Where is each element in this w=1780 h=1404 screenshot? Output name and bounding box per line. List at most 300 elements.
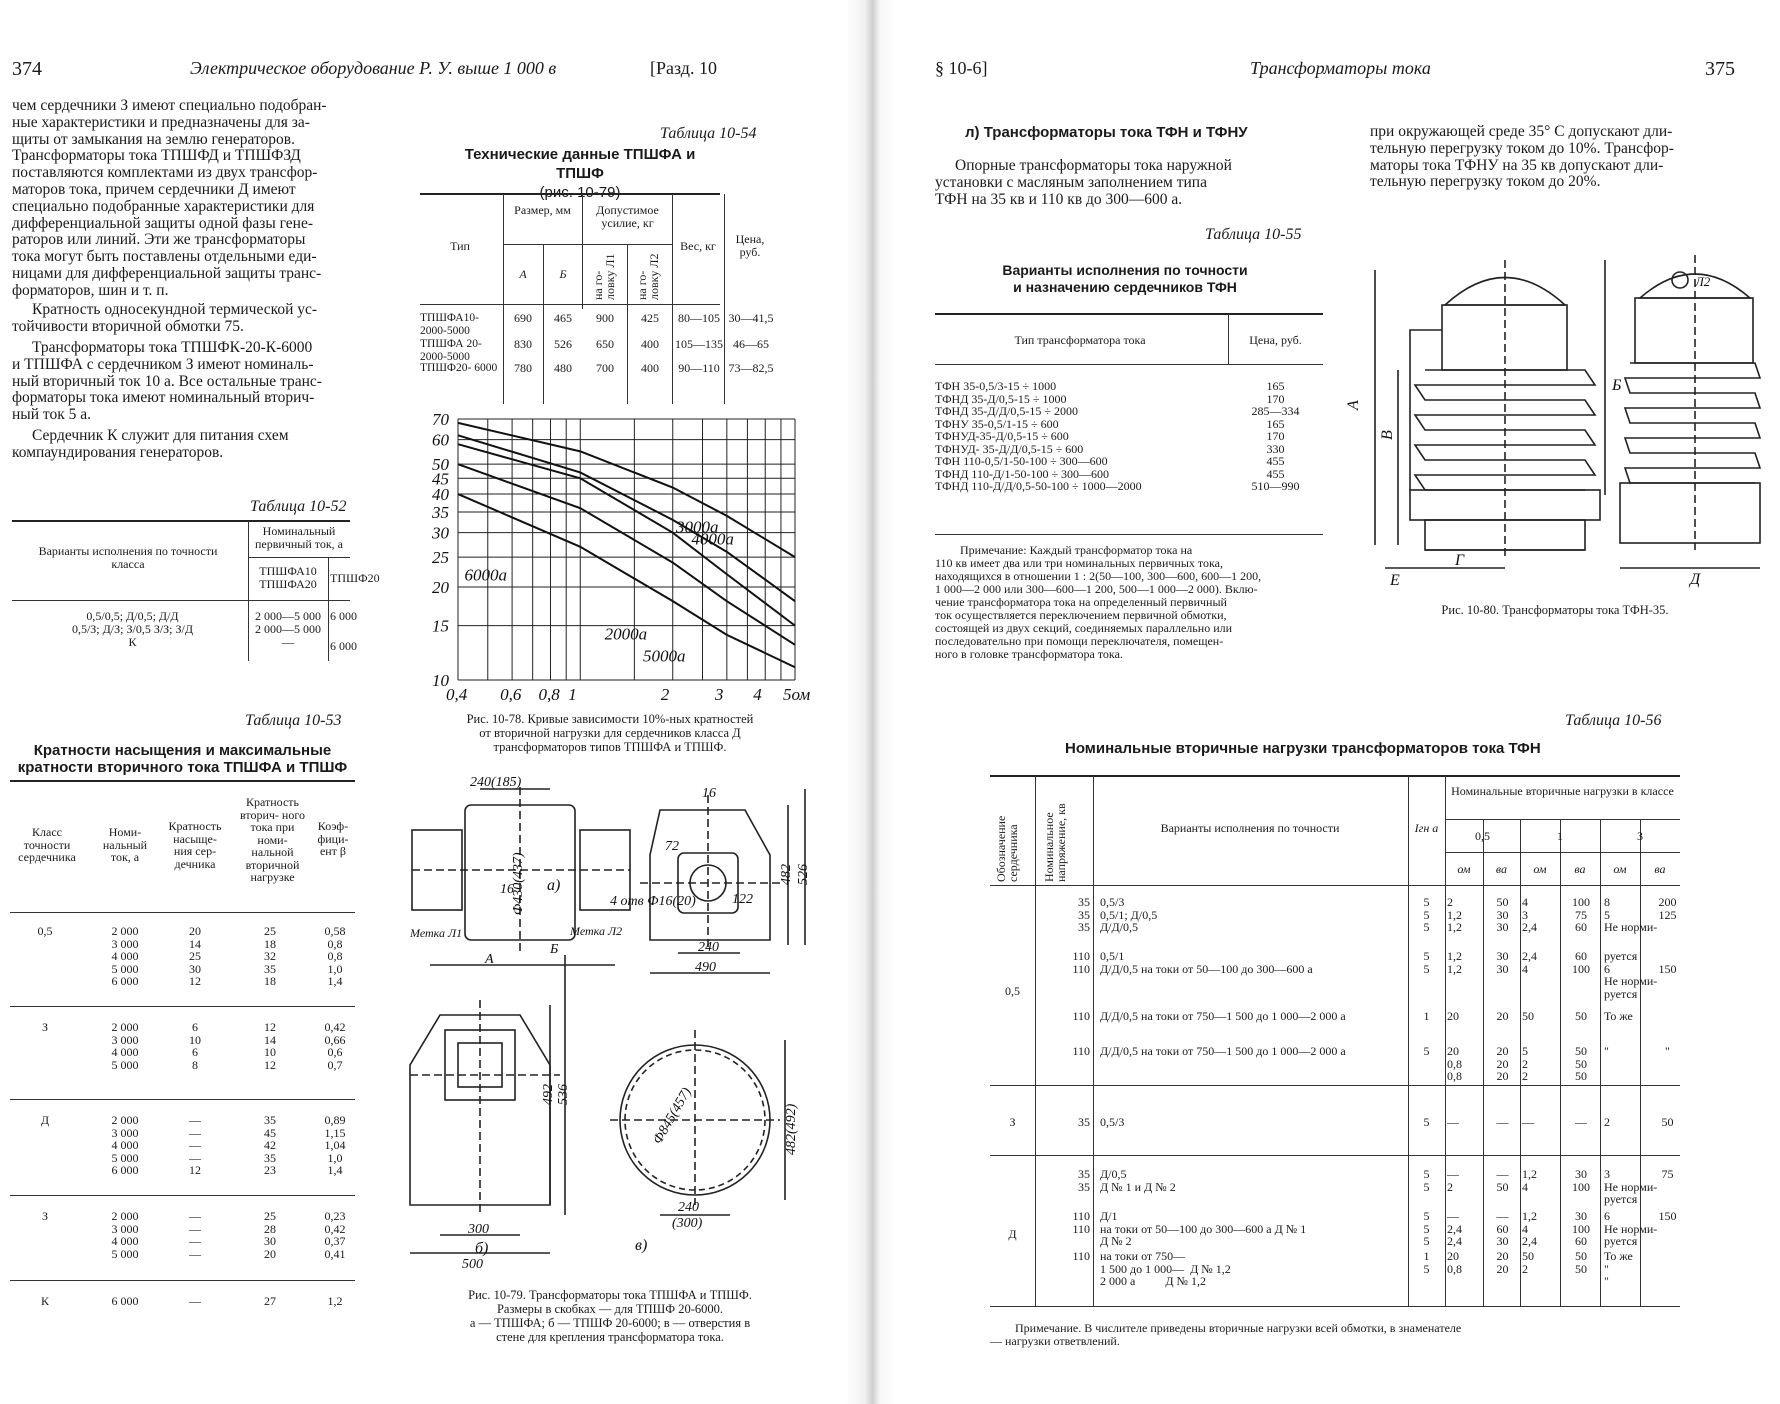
- table-52-variant-3: К: [128, 635, 137, 649]
- table-55-price: 285—334: [1251, 404, 1300, 418]
- table-56-ohm-1: —: [1522, 1115, 1534, 1129]
- table-56-va-05: 50 30 30: [1496, 895, 1509, 934]
- table-53-current: 5 000: [111, 1057, 139, 1072]
- table-53-current: 6 000: [111, 1294, 139, 1308]
- table-56-va-05: 20 20: [1496, 1249, 1509, 1276]
- table-53-current: 4 000: [111, 1045, 139, 1059]
- table-53-current: 6 000: [111, 974, 139, 988]
- table-53-saturation: —: [189, 1221, 201, 1236]
- table-53-beta: 0,8: [327, 936, 343, 951]
- table-53-multiplicity: 12: [264, 1020, 276, 1034]
- table-53-saturation: 14: [189, 936, 201, 951]
- table-56-ohm-3: руется 6 Не норми- руется: [1604, 949, 1658, 1001]
- table-53-current: 6 000: [111, 1163, 139, 1177]
- table-56-current: 5: [1423, 1044, 1430, 1058]
- table-54-b: 465: [554, 311, 572, 325]
- table-56-kv: 35 35 35: [1078, 895, 1090, 934]
- table-10-55-label: Таблица 10-55: [1205, 226, 1302, 243]
- chart-y-tick: 10: [432, 671, 449, 690]
- table-55-price: 455: [1266, 466, 1285, 481]
- table-54-head-type: Тип: [450, 239, 470, 253]
- table-55-head-price: Цена, руб.: [1249, 333, 1302, 347]
- right-running-title: Трансформаторы тока: [1250, 58, 1431, 78]
- svg-text:536: 536: [556, 1084, 571, 1105]
- table-53-beta: 1,4: [327, 974, 343, 988]
- svg-text:Ф845(457): Ф845(457): [650, 1085, 695, 1147]
- table-53-saturation: 6: [192, 1045, 198, 1059]
- table-56-ohm-3: ": [1604, 1044, 1609, 1058]
- table-53-saturation: —: [189, 1209, 201, 1223]
- table-52-variant-2: 0,5/З; Д/З; З/0,5 З/З; З/Д: [71, 622, 194, 636]
- svg-text:490: 490: [695, 960, 716, 975]
- table-10-55-title: Варианты исполнения по точности и назначению сердечников ТФН: [1002, 262, 1248, 295]
- table-10-53-label: Таблица 10-53: [245, 712, 342, 729]
- table-56-va-05: — 60 30: [1496, 1209, 1509, 1248]
- table-56-unit-1: ом: [1457, 862, 1471, 876]
- table-55-type: ТФНД 110-Д/1-50-100 ÷ 300—600: [935, 466, 1110, 481]
- table-56-ohm-3: 2: [1604, 1115, 1610, 1129]
- table-56-ohm-1: 1,2 4 2,4: [1522, 1209, 1537, 1248]
- table-54-type: ТПШФ20- 6000: [420, 362, 498, 374]
- svg-text:Д: Д: [1690, 571, 1701, 588]
- chart-y-tick: 40: [432, 485, 449, 505]
- table-56-va-1: 30 100 60: [1572, 1209, 1590, 1248]
- table-56-va-3: 150: [1658, 1209, 1677, 1223]
- table-56-variant: Д/Д/0,5 на токи от 750—1 500 до 1 000—2 000 а: [1100, 1044, 1346, 1058]
- table-53-beta: 0,58: [324, 924, 346, 938]
- table-53-saturation: —: [189, 1138, 201, 1152]
- table-56-ohm-3: 8 5 Не норми-: [1604, 895, 1658, 934]
- table-56-kv: 110 110: [1072, 949, 1090, 976]
- fig-10-78-caption: Рис. 10-78. Кривые зависимости 10%-ных кратностей от вторичной нагрузки для сердечников класса Д трансформаторов типов ТПШФА и ТПШФ.: [466, 712, 754, 754]
- paragraph-tfn-overload: при окружающей среде 35° С допускают дли- тельную перегрузку током до 10%. Трансфор- маторы тока ТФНУ на 35 кв допускают дли- тельную перегрузку током до 20%.: [1370, 123, 1674, 191]
- table-56-va-1: 100 75 60: [1572, 895, 1590, 934]
- table-56-ohm-1: 5 2 2: [1522, 1044, 1528, 1083]
- paragraph-secondary-current: Трансформаторы тока ТПШФК-20-К-6000 и ТПШФА с сердечником З имеют номиналь- ный вторичный ток 10 а. Все остальные транс- форматоры тока имеют номинальный вторич- ный ток 5 а.: [12, 339, 322, 424]
- table-53-saturation: 12: [189, 974, 201, 988]
- table-56-variant: 0,5/1 Д/Д/0,5 на токи от 50—100 до 300—600 а: [1100, 949, 1313, 976]
- table-53-saturation: —: [189, 1150, 201, 1165]
- svg-text:300: 300: [468, 1222, 489, 1237]
- table-53-multiplicity: 20: [264, 1246, 276, 1261]
- table-53-multiplicity: 10: [264, 1045, 276, 1059]
- chart-y-tick: 70: [432, 410, 449, 429]
- table-53-saturation: 20: [189, 924, 201, 938]
- svg-text:240(185): 240(185): [470, 775, 522, 790]
- table-56-head-variants: Варианты исполнения по точности: [1160, 821, 1340, 835]
- table-53-current: 4 000: [111, 1138, 139, 1152]
- table-52-variant-1: 0,5/0,5; Д/0,5; Д/Д: [86, 609, 179, 623]
- table-53-multiplicity: 35: [264, 1113, 276, 1127]
- table-54-f2: 400: [641, 361, 659, 375]
- chart-curve-label: 2000а: [604, 624, 648, 644]
- table-56-ohm-1: 50 2: [1522, 1249, 1534, 1276]
- paragraph-core-k: Сердечник К служит для питания схем компаундирования генераторов.: [12, 427, 289, 461]
- table-53-saturation: 10: [189, 1032, 201, 1047]
- table-53-current: 2 000: [111, 1209, 139, 1223]
- svg-text:Г: Г: [1455, 552, 1465, 569]
- svg-text:482(492): 482(492): [784, 1103, 799, 1155]
- table-55-type: ТФНД 35-Д/Д/0,5-15 ÷ 2000: [935, 404, 1079, 418]
- table-52-col2-1: 6 000: [330, 609, 357, 623]
- table-53-beta: 0,41: [324, 1246, 346, 1261]
- table-56-unit-5: ом: [1613, 862, 1627, 876]
- table-53-current: 3 000: [111, 1125, 139, 1140]
- table-53-multiplicity: 30: [264, 1234, 276, 1248]
- table-56-ohm-1: 4 3 2,4: [1522, 895, 1537, 934]
- table-10-56-title: Номинальные вторичные нагрузки трансформаторов тока ТФН: [1065, 740, 1541, 757]
- table-55-price: 455: [1266, 454, 1285, 468]
- table-54-weight: 105—135: [675, 337, 723, 351]
- table-56-va-05: 20: [1496, 1009, 1509, 1023]
- table-53-multiplicity: 14: [264, 1032, 276, 1047]
- table-56-variant: на токи от 750— 1 500 до 1 000— Д № 1,2 2 000 а Д № 1,2: [1100, 1249, 1231, 1288]
- table-56-kv: 110 110: [1072, 1209, 1090, 1236]
- table-53-divider: [10, 1195, 355, 1196]
- table-56-kv: 35: [1078, 1115, 1090, 1129]
- table-56-ohm-3: 3 Не норми- руется: [1604, 1167, 1658, 1206]
- chart-y-tick: 35: [432, 502, 449, 522]
- table-55-type: ТФНУД- 35-Д/Д/0,5-15 ÷ 600: [935, 441, 1084, 456]
- chart-x-tick: 4: [753, 685, 762, 704]
- table-53-class: 0,5: [37, 924, 53, 938]
- table-56-class-3: 3: [1637, 829, 1643, 843]
- svg-text:492: 492: [541, 1084, 556, 1105]
- table-56-ohm-05: —: [1447, 1115, 1459, 1129]
- table-55-type: ТФН 110-0,5/1-50-100 ÷ 300—600: [935, 454, 1108, 468]
- table-53-current: 3 000: [111, 936, 139, 951]
- table-54-a: 830: [514, 337, 532, 351]
- svg-text:Л2: Л2: [1695, 274, 1711, 289]
- table-53-multiplicity: 25: [264, 924, 276, 938]
- table-56-unit-3: ом: [1533, 862, 1547, 876]
- table-53-current: 2 000: [111, 924, 139, 938]
- table-53-head-saturation: Кратность насыще- ния сер- дечника: [168, 819, 222, 871]
- svg-text:Метка Л1: Метка Л1: [410, 926, 463, 940]
- table-56-head-core: Обозначение сердечника: [994, 815, 1020, 882]
- paragraph-tfn-intro: Опорные трансформаторы тока наружной установки с масляным заполнением типа ТФН на 35 кв и 110 кв до 300—600 а.: [935, 157, 1232, 208]
- svg-text:240: 240: [698, 940, 719, 955]
- table-56-ohm-05: 20: [1447, 1009, 1459, 1023]
- tfn-right-head-box: [1635, 298, 1753, 363]
- intro-paragraph: чем сердечники З имеют специально подобран- ные характеристики и предназначены для за- щиты от замыкания на землю генераторов. Трансформаторы тока ТПШФД и ТПШФЗД поставляются комплектами из двух трансфор- маторов тока, причем сердечники Д имеют специально подобранные характеристики для дифференциальной защиты одной фазы гене- раторов или линий. Эти же трансформаторы тока могут быть поставлены отдельными еди- ницами для дифференциальной защиты транс- форматоров, шин и т. п.: [12, 97, 327, 299]
- table-53-current: 4 000: [111, 1234, 139, 1248]
- table-55-price: 170: [1266, 429, 1285, 443]
- table-55-price: 165: [1266, 416, 1285, 431]
- table-54-type: ТПШФА10- 2000-5000: [420, 312, 479, 337]
- svg-text:(300): (300): [672, 1216, 703, 1231]
- table-56-va-1: 50 50: [1575, 1249, 1587, 1276]
- table-56-core-z: З: [1009, 1115, 1016, 1129]
- table-52-col1-3: —: [282, 635, 294, 649]
- table-54-price: 73—82,5: [728, 361, 774, 375]
- table-52-head-nominal: Номинальный первичный ток, а: [254, 524, 344, 551]
- table-53-saturation: —: [189, 1113, 201, 1127]
- table-55-price: 165: [1266, 379, 1285, 393]
- table-56-note: Примечание. В числителе приведены вторичные нагрузки всей обмотки, в знаменателе — нагрузки ответвлений.: [990, 1321, 1462, 1348]
- table-53-saturation: —: [189, 1294, 201, 1308]
- svg-text:а): а): [547, 877, 561, 894]
- table-53-beta: 1,04: [324, 1138, 346, 1152]
- chart-curve-label: 4000а: [691, 529, 734, 549]
- table-53-saturation: —: [189, 1246, 201, 1261]
- svg-text:16: 16: [702, 786, 716, 801]
- table-55-price: 330: [1266, 441, 1285, 456]
- table-52-head-variant: Варианты исполнения по точности класса: [38, 544, 218, 571]
- table-54-f1: 650: [596, 337, 614, 351]
- table-56-va-1: 50: [1575, 1009, 1587, 1023]
- table-52-head-col2: ТПШФ20: [330, 571, 380, 585]
- table-56-head-loads: Номинальные вторичные нагрузки в классе: [1451, 784, 1674, 798]
- chart-y-tick: 45: [432, 469, 449, 489]
- table-55-type: ТФНД 110-Д/Д/0,5-50-100 ÷ 1000—2000: [935, 479, 1142, 493]
- table-54-head-f1: на го- ловку Л1: [591, 253, 617, 300]
- table-56-current: 5 5 5: [1423, 1209, 1430, 1248]
- table-53-head-class: Класс точности сердечника: [18, 825, 76, 864]
- chart-x-tick: 3: [714, 685, 724, 704]
- svg-text:16: 16: [500, 882, 514, 897]
- table-53-multiplicity: 28: [264, 1221, 276, 1236]
- right-section: § 10-6]: [935, 58, 988, 78]
- svg-text:500: 500: [462, 1257, 483, 1272]
- table-53-saturation: 6: [192, 1020, 198, 1034]
- left-section: [Разд. 10: [650, 58, 717, 78]
- table-56-ohm-3: То же: [1604, 1009, 1633, 1023]
- table-54-type: ТПШФА 20- 2000-5000: [420, 338, 482, 363]
- table-53-multiplicity: 23: [264, 1163, 276, 1177]
- table-56-variant: Д/1 на токи от 50—100 до 300—600 а Д № 1 Д № 2: [1100, 1209, 1307, 1248]
- table-53-head-multiplicity: Кратность вторич- ного тока при номи- нальной вторичной нагрузке: [240, 795, 305, 884]
- table-56-va-05: 20 20 20: [1496, 1044, 1509, 1083]
- table-53-beta: 0,42: [324, 1020, 346, 1034]
- table-55-head-type: Тип трансформатора тока: [1014, 333, 1146, 347]
- table-53-current: 4 000: [111, 949, 139, 963]
- table-53-divider: [10, 1280, 355, 1281]
- table-56-va-05: — 50: [1496, 1167, 1509, 1194]
- svg-text:72: 72: [665, 839, 679, 854]
- table-10-52-label: Таблица 10-52: [250, 498, 347, 515]
- table-56-ohm-05: 20 0,8 0,8: [1447, 1044, 1462, 1083]
- table-53-multiplicity: 25: [264, 1209, 276, 1223]
- table-53-beta: 0,89: [324, 1113, 346, 1127]
- terminal-l2: [1672, 272, 1688, 288]
- table-53-current: 2 000: [111, 1113, 139, 1127]
- table-54-price: 46—65: [733, 337, 769, 351]
- tfn-right-insulator: [1625, 363, 1760, 483]
- svg-text:122: 122: [732, 892, 753, 907]
- svg-text:526: 526: [796, 864, 811, 885]
- tpshfa-front-body: [650, 810, 770, 940]
- table-53-class: З: [41, 1020, 48, 1034]
- table-56-ohm-05: — 2,4 2,4: [1447, 1209, 1462, 1248]
- svg-text:482: 482: [779, 864, 794, 885]
- table-56-kv: 110: [1072, 1009, 1090, 1023]
- table-54-head-weight: Вес, кг: [680, 239, 716, 253]
- table-54-head-f2: на го- ловку Л2: [635, 253, 661, 300]
- table-53-saturation: —: [189, 1234, 201, 1248]
- table-56-va-3: 150: [1658, 961, 1677, 976]
- table-56-ohm-05: 20 0,8: [1447, 1249, 1462, 1276]
- section-heading-tfn: л) Трансформаторы тока ТФН и ТФНУ: [965, 124, 1248, 141]
- chart-x-tick: 5ом: [783, 685, 811, 704]
- table-53-class: Д: [40, 1113, 50, 1127]
- table-56-current: 5 5: [1423, 949, 1430, 976]
- table-56-variant: 0,5/3 0,5/1; Д/0,5 Д/Д/0,5: [1100, 895, 1158, 934]
- table-54-b: 526: [554, 337, 572, 351]
- table-56-class-1: 1: [1557, 829, 1563, 843]
- fig-10-79-caption: Рис. 10-79. Трансформаторы тока ТПШФА и ТПШФ. Размеры в скобках — для ТПШФ 20-6000. а — ТПШФА; б — ТПШФ 20-6000; в — отверстия в стене для крепления трансформатора тока.: [468, 1288, 752, 1344]
- table-56-va-05: 30 30: [1496, 949, 1509, 976]
- table-54-weight: 80—105: [678, 311, 720, 325]
- table-56-core-05: 0,5: [1005, 984, 1020, 998]
- chart-x-tick: 0,4: [446, 685, 468, 704]
- chart-curve: [458, 464, 795, 645]
- table-56-ohm-05: — 2: [1447, 1167, 1459, 1194]
- table-54-head-size: Размер, мм: [514, 203, 571, 217]
- table-53-multiplicity: 18: [264, 936, 276, 951]
- table-53-beta: 1,2: [327, 1294, 343, 1308]
- table-56-current: 1: [1423, 1009, 1430, 1023]
- table-54-a: 780: [514, 361, 532, 375]
- svg-text:4 отв Ф16(20): 4 отв Ф16(20): [610, 894, 696, 909]
- table-10-54-label: Таблица 10-54: [660, 125, 757, 142]
- table-56-class-05: 0,5: [1475, 829, 1490, 843]
- fig-10-79-drawing: [410, 775, 810, 1270]
- chart-curve-label: 5000а: [642, 646, 686, 666]
- table-54-head-a: А: [519, 267, 527, 281]
- chart-y-tick: 20: [432, 578, 449, 598]
- fig-10-80-caption: Рис. 10-80. Трансформаторы тока ТФН-35.: [1441, 603, 1669, 617]
- chart-curve-label: 6000а: [464, 565, 508, 585]
- chart-curve: [458, 435, 795, 601]
- table-56-va-1: —: [1575, 1115, 1587, 1129]
- left-page-number: 374: [12, 58, 42, 80]
- table-53-beta: 0,6: [327, 1045, 343, 1059]
- svg-text:А: А: [485, 952, 494, 967]
- table-53-beta: 1,15: [324, 1125, 346, 1140]
- svg-text:Метка Л2: Метка Л2: [570, 924, 623, 938]
- table-53-current: 3 000: [111, 1221, 139, 1236]
- table-53-saturation: 25: [189, 949, 201, 963]
- table-56-ohm-05: 2 1,2 1,2: [1447, 895, 1462, 934]
- table-56-ohm-3: То же " ": [1604, 1249, 1633, 1288]
- table-56-va-3: 200 125: [1658, 895, 1677, 922]
- table-55-note: Примечание: Каждый трансформатор тока на 110 кв имеет два или три номинальных первичных тока, находящихся в отношении 1 : 2(50—100, 300—600, 600—1 200, 1 000—2 000 или 300—600—1 200, 500—1 000—2 000). Вклю- чение трансформатора тока на определенный первичный ток осуществляется переключением первичной обмотки, состоящей из двух секций, соединяемых параллельно или последовательно при помощи переключателя, помещен- ного в головке трансформатора тока.: [935, 543, 1262, 661]
- table-53-multiplicity: 35: [264, 961, 276, 976]
- fig-10-78-chart: [410, 405, 810, 705]
- table-56-current: 1 5: [1423, 1249, 1430, 1276]
- table-55-type: ТФНД 35-Д/0,5-15 ÷ 1000: [935, 391, 1067, 406]
- table-56-variant: Д/0,5 Д № 1 и Д № 2: [1100, 1167, 1176, 1194]
- table-54-head-price: Цена, руб.: [735, 232, 765, 259]
- chart-y-tick: 25: [432, 548, 449, 568]
- table-55-type: ТФН 35-0,5/3-15 ÷ 1000: [935, 379, 1057, 393]
- svg-text:240: 240: [678, 1200, 699, 1215]
- table-53-class: К: [40, 1294, 49, 1308]
- tfn-right-base: [1620, 483, 1760, 543]
- table-53-class: З: [41, 1209, 48, 1223]
- table-56-unit-2: ва: [1495, 862, 1508, 876]
- paragraph-thermal: Кратность односекундной термической ус- тойчивости вторичной обмотки 75.: [12, 301, 318, 335]
- table-56-core-d: Д: [1008, 1227, 1017, 1241]
- table-53-multiplicity: 42: [264, 1138, 276, 1152]
- table-54-f2: 425: [641, 311, 659, 325]
- table-54-price: 30—41,5: [728, 311, 774, 325]
- table-53-multiplicity: 35: [264, 1150, 276, 1165]
- table-53-beta: 1,0: [327, 961, 343, 976]
- table-53-saturation: —: [189, 1125, 201, 1140]
- table-53-divider: [10, 1006, 355, 1007]
- chart-x-tick: 2: [660, 685, 670, 704]
- svg-text:А: А: [1345, 400, 1362, 410]
- table-53-current: 5 000: [111, 1150, 139, 1165]
- table-53-beta: 0,42: [324, 1221, 346, 1236]
- table-54-f1: 900: [596, 311, 614, 325]
- table-53-beta: 1,0: [327, 1150, 343, 1165]
- svg-text:Б: Б: [550, 942, 559, 957]
- chart-y-tick: 15: [432, 616, 449, 636]
- table-56-current: 5: [1423, 1115, 1430, 1129]
- table-55-type: ТФНУ 35-0,5/1-15 ÷ 600: [935, 416, 1059, 431]
- table-53-head-current: Номи- нальный ток, а: [102, 825, 148, 864]
- svg-text:Б: Б: [1612, 377, 1622, 394]
- table-53-beta: 0,66: [324, 1032, 346, 1047]
- table-56-kv: 110: [1072, 1249, 1090, 1263]
- table-10-53-title: Кратности насыщения и максимальные кратности вторичного тока ТПШФА и ТПШФ: [17, 742, 348, 776]
- table-56-ohm-1: 50: [1522, 1009, 1534, 1023]
- table-56-va-1: 60 100: [1572, 949, 1590, 976]
- table-53-saturation: 30: [189, 961, 201, 976]
- table-53-divider: [10, 1099, 355, 1100]
- table-56-head-current: Iгн а: [1414, 821, 1439, 835]
- table-10-54-title: Технические данные ТПШФА и ТПШФ: [464, 146, 696, 182]
- table-56-current: 5 5: [1423, 1167, 1430, 1194]
- table-54-f2: 400: [641, 337, 659, 351]
- table-54-weight: 90—110: [678, 361, 720, 375]
- table-54-a: 690: [514, 311, 532, 325]
- table-53-multiplicity: 32: [264, 949, 276, 963]
- chart-y-tick: 60: [432, 430, 449, 450]
- table-56-va-1: 30 100: [1572, 1167, 1590, 1194]
- table-53-beta: 1,4: [327, 1163, 343, 1177]
- right-page-number: 375: [1705, 58, 1735, 80]
- table-56-ohm-1: 2,4 4: [1522, 949, 1537, 976]
- table-53-saturation: 8: [192, 1057, 198, 1072]
- table-53-multiplicity: 45: [264, 1125, 276, 1140]
- table-53-beta: 0,37: [324, 1234, 346, 1248]
- table-53-multiplicity: 27: [264, 1294, 276, 1308]
- table-55-type: ТФНУД-35-Д/0,5-15 ÷ 600: [935, 429, 1069, 443]
- table-56-variant: 0,5/3: [1100, 1115, 1125, 1129]
- table-52-col2-3: 6 000: [330, 639, 357, 653]
- table-54-f1: 700: [596, 361, 614, 375]
- chart-curve: [458, 423, 795, 557]
- table-52-col1-1: 2 000—5 000: [255, 609, 321, 623]
- chart-y-tick: 50: [432, 455, 449, 475]
- table-53-current: 2 000: [111, 1020, 139, 1034]
- table-56-unit-4: ва: [1574, 862, 1586, 876]
- svg-text:Ф430(437): Ф430(437): [511, 852, 526, 915]
- table-55-price: 510—990: [1251, 479, 1300, 493]
- table-56-va-3: 75: [1661, 1167, 1674, 1181]
- svg-text:В: В: [1379, 430, 1396, 440]
- table-56-ohm-3: 6 Не норми- руется: [1604, 1209, 1658, 1248]
- svg-text:Е: Е: [1390, 572, 1400, 589]
- table-53-current: 5 000: [111, 961, 139, 976]
- chart-x-tick: 1: [568, 685, 577, 704]
- fig-10-80-drawing: [1345, 250, 1760, 590]
- table-56-unit-6: ва: [1654, 862, 1666, 876]
